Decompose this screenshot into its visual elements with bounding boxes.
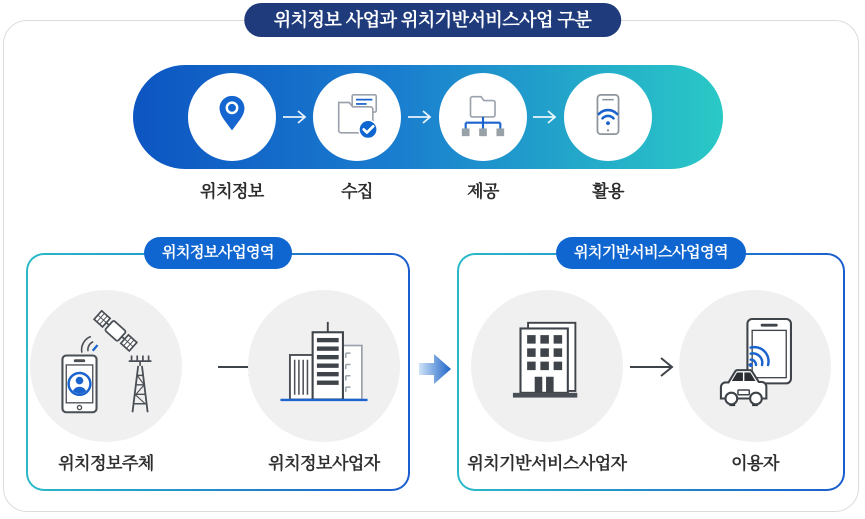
region-badge: 위치정보사업영역: [144, 237, 292, 269]
flow-step-location-info: [188, 73, 276, 161]
arrow-right-icon: [628, 356, 676, 383]
page-title: 위치정보 사업과 위치기반서비스사업 구분: [244, 3, 622, 37]
flow-chevron-arrow-icon: [416, 350, 454, 393]
node-user: [679, 290, 831, 442]
flow-step-provide: [439, 73, 527, 161]
flow-label-utilize: 활용: [592, 182, 624, 201]
folder-check-icon: [332, 90, 382, 145]
flow-label-location-info: 위치정보: [200, 182, 264, 201]
node-label: 위치정보주체: [58, 454, 154, 473]
flow-label-provide: 제공: [467, 182, 499, 201]
arrow-right-icon: [532, 109, 558, 130]
folder-network-icon: [458, 90, 508, 145]
arrow-right-icon: [282, 109, 308, 130]
company-buildings-icon: [271, 315, 377, 417]
satellite-phone-tower-icon: [53, 306, 159, 427]
node-label: 이용자: [731, 454, 779, 473]
node-location-provider: [248, 290, 400, 442]
region-lbs-business: [457, 244, 845, 491]
car-phone-wifi-icon: [702, 315, 808, 417]
process-flow-pill: [133, 65, 723, 169]
office-building-icon: [494, 315, 600, 417]
flow-step-collect: [313, 73, 401, 161]
node-lbs-provider: [471, 290, 623, 442]
flow-label-collect: 수집: [341, 182, 373, 201]
node-label: 위치정보사업자: [268, 454, 380, 473]
tablet-wifi-icon: [585, 92, 631, 143]
node-location-subject: [30, 290, 182, 442]
region-location-info-business: [26, 244, 410, 491]
arrow-right-icon: [407, 109, 433, 130]
location-pin-icon: [209, 92, 255, 143]
region-badge: 위치기반서비스사업영역: [556, 237, 746, 269]
flow-step-utilize: [564, 73, 652, 161]
node-label: 위치기반서비스사업자: [467, 454, 627, 473]
